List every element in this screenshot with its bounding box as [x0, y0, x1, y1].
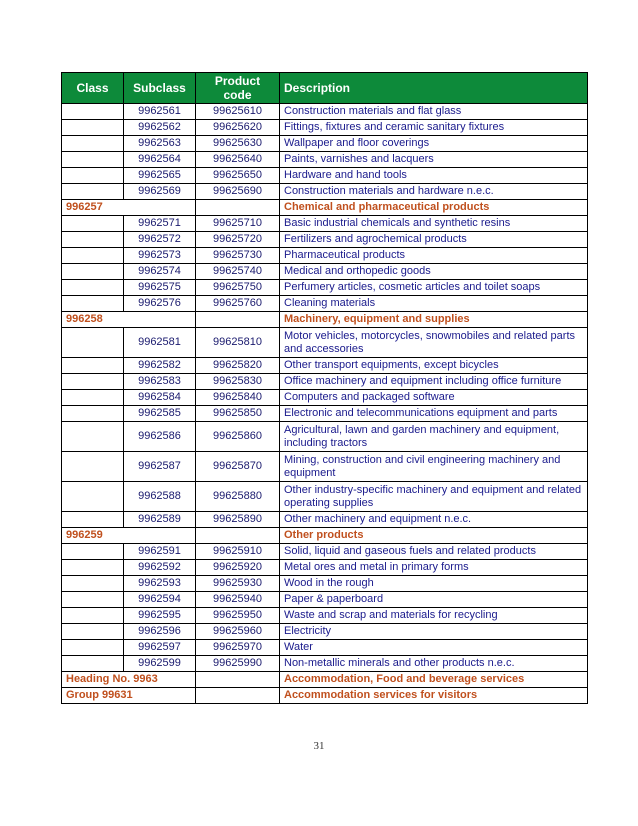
table-row: [62, 232, 588, 248]
product-code-cell: 99625860: [196, 422, 280, 452]
table-row: [62, 264, 588, 280]
table-row: [62, 216, 588, 232]
class-cell: [62, 422, 124, 452]
empty-cell: [196, 200, 280, 216]
product-code-cell: 99625910: [196, 544, 280, 560]
subclass-cell: 9962576: [124, 296, 196, 312]
subclass-cell: 9962585: [124, 406, 196, 422]
description-cell: Non-metallic minerals and other products n.e.c.: [280, 656, 588, 672]
description-cell: Wood in the rough: [280, 576, 588, 592]
subclass-cell: 9962597: [124, 640, 196, 656]
class-cell: [62, 374, 124, 390]
group-description-cell: Accommodation, Food and beverage services: [280, 672, 588, 688]
table-row: [62, 358, 588, 374]
class-cell: [62, 136, 124, 152]
table-row: [62, 104, 588, 120]
page-number: 31: [313, 740, 325, 752]
class-cell: [62, 640, 124, 656]
product-code-cell: 99625830: [196, 374, 280, 390]
description-cell: Paper & paperboard: [280, 592, 588, 608]
class-cell: [62, 592, 124, 608]
class-cell: [62, 280, 124, 296]
subclass-cell: 9962582: [124, 358, 196, 374]
table-row: [62, 560, 588, 576]
class-cell: [62, 358, 124, 374]
group-description-cell: Accommodation services for visitors: [280, 688, 588, 704]
subclass-cell: 9962565: [124, 168, 196, 184]
product-code-cell: 99625940: [196, 592, 280, 608]
table-row: [62, 390, 588, 406]
description-cell: Wallpaper and floor coverings: [280, 136, 588, 152]
description-cell: Metal ores and metal in primary forms: [280, 560, 588, 576]
empty-cell: [196, 688, 280, 704]
group-row: [62, 312, 588, 328]
product-code-cell: 99625760: [196, 296, 280, 312]
description-cell: Electronic and telecommunications equipment and parts: [280, 406, 588, 422]
description-cell: Computers and packaged software: [280, 390, 588, 406]
subclass-cell: 9962573: [124, 248, 196, 264]
description-cell: Other machinery and equipment n.e.c.: [280, 512, 588, 528]
class-cell: [62, 152, 124, 168]
description-cell: Fittings, fixtures and ceramic sanitary fixtures: [280, 120, 588, 136]
subclass-cell: 9962587: [124, 452, 196, 482]
product-code-cell: 99625950: [196, 608, 280, 624]
class-cell: [62, 406, 124, 422]
product-code-cell: 99625730: [196, 248, 280, 264]
description-cell: Hardware and hand tools: [280, 168, 588, 184]
product-code-cell: 99625630: [196, 136, 280, 152]
subclass-cell: 9962564: [124, 152, 196, 168]
product-code-cell: 99625880: [196, 482, 280, 512]
product-code-cell: 99625970: [196, 640, 280, 656]
subclass-cell: 9962591: [124, 544, 196, 560]
description-cell: Solid, liquid and gaseous fuels and related products: [280, 544, 588, 560]
table-row: [62, 406, 588, 422]
product-code-cell: 99625750: [196, 280, 280, 296]
table-row: [62, 656, 588, 672]
table-body: [62, 104, 588, 704]
table-row: [62, 136, 588, 152]
table-row: [62, 168, 588, 184]
class-cell: [62, 248, 124, 264]
group-row: [62, 528, 588, 544]
class-cell: [62, 296, 124, 312]
subclass-cell: 9962586: [124, 422, 196, 452]
class-cell: [62, 120, 124, 136]
subclass-cell: 9962562: [124, 120, 196, 136]
subclass-cell: 9962592: [124, 560, 196, 576]
product-code-cell: 99625870: [196, 452, 280, 482]
subclass-cell: 9962596: [124, 624, 196, 640]
table-row: [62, 608, 588, 624]
group-class-cell: 996257: [62, 200, 196, 216]
product-code-cell: 99625810: [196, 328, 280, 358]
subclass-cell: 9962594: [124, 592, 196, 608]
group-class-cell: Group 99631: [62, 688, 196, 704]
product-code-cell: 99625690: [196, 184, 280, 200]
description-cell: Other industry-specific machinery and equipment and related operating supplies: [280, 482, 588, 512]
class-cell: [62, 560, 124, 576]
description-cell: Cleaning materials: [280, 296, 588, 312]
subclass-cell: 9962599: [124, 656, 196, 672]
subclass-cell: 9962574: [124, 264, 196, 280]
description-cell: Waste and scrap and materials for recycling: [280, 608, 588, 624]
description-cell: Water: [280, 640, 588, 656]
product-code-cell: 99625990: [196, 656, 280, 672]
product-code-cell: 99625640: [196, 152, 280, 168]
group-class-cell: 996259: [62, 528, 196, 544]
table-row: [62, 374, 588, 390]
class-cell: [62, 624, 124, 640]
group-description-cell: Machinery, equipment and supplies: [280, 312, 588, 328]
subclass-cell: 9962569: [124, 184, 196, 200]
class-cell: [62, 482, 124, 512]
table-row: [62, 184, 588, 200]
description-cell: Other transport equipments, except bicycles: [280, 358, 588, 374]
description-cell: Basic industrial chemicals and synthetic resins: [280, 216, 588, 232]
product-code-cell: 99625850: [196, 406, 280, 422]
product-code-cell: 99625960: [196, 624, 280, 640]
class-cell: [62, 328, 124, 358]
product-code-cell: 99625610: [196, 104, 280, 120]
group-description-cell: Chemical and pharmaceutical products: [280, 200, 588, 216]
description-cell: Medical and orthopedic goods: [280, 264, 588, 280]
description-cell: Office machinery and equipment including office furniture: [280, 374, 588, 390]
group-description-cell: Other products: [280, 528, 588, 544]
table-row: [62, 452, 588, 482]
product-code-cell: 99625820: [196, 358, 280, 374]
product-code-cell: 99625890: [196, 512, 280, 528]
subclass-cell: 9962589: [124, 512, 196, 528]
table-row: [62, 482, 588, 512]
product-code-cell: 99625840: [196, 390, 280, 406]
product-code-cell: 99625740: [196, 264, 280, 280]
empty-cell: [196, 312, 280, 328]
column-header-class: Class: [62, 73, 124, 104]
table-row: [62, 280, 588, 296]
product-code-cell: 99625620: [196, 120, 280, 136]
description-cell: Perfumery articles, cosmetic articles and toilet soaps: [280, 280, 588, 296]
class-cell: [62, 608, 124, 624]
table-header-row: [62, 73, 588, 104]
group-row: [62, 200, 588, 216]
subclass-cell: 9962595: [124, 608, 196, 624]
subclass-cell: 9962583: [124, 374, 196, 390]
table-row: [62, 544, 588, 560]
table-row: [62, 422, 588, 452]
class-cell: [62, 104, 124, 120]
class-cell: [62, 168, 124, 184]
class-cell: [62, 656, 124, 672]
description-cell: Construction materials and hardware n.e.c.: [280, 184, 588, 200]
table-row: [62, 248, 588, 264]
subclass-cell: 9962584: [124, 390, 196, 406]
subclass-cell: 9962588: [124, 482, 196, 512]
group-row: [62, 688, 588, 704]
subclass-cell: 9962575: [124, 280, 196, 296]
table-row: [62, 120, 588, 136]
group-row: [62, 672, 588, 688]
class-cell: [62, 390, 124, 406]
group-class-cell: Heading No. 9963: [62, 672, 196, 688]
class-cell: [62, 216, 124, 232]
subclass-cell: 9962572: [124, 232, 196, 248]
description-cell: Pharmaceutical products: [280, 248, 588, 264]
product-code-cell: 99625710: [196, 216, 280, 232]
table-row: [62, 328, 588, 358]
subclass-cell: 9962563: [124, 136, 196, 152]
product-code-cell: 99625720: [196, 232, 280, 248]
table-row: [62, 296, 588, 312]
table-row: [62, 512, 588, 528]
group-class-cell: 996258: [62, 312, 196, 328]
product-code-cell: 99625920: [196, 560, 280, 576]
table-row: [62, 576, 588, 592]
subclass-cell: 9962571: [124, 216, 196, 232]
product-code-cell: 99625930: [196, 576, 280, 592]
column-header-description: Description: [280, 73, 588, 104]
column-header-product-code: Product code: [196, 73, 280, 104]
class-cell: [62, 184, 124, 200]
table-row: [62, 624, 588, 640]
column-header-subclass: Subclass: [124, 73, 196, 104]
description-cell: Motor vehicles, motorcycles, snowmobiles and related parts and accessories: [280, 328, 588, 358]
empty-cell: [196, 528, 280, 544]
description-cell: Agricultural, lawn and garden machinery and equipment, including tractors: [280, 422, 588, 452]
table-row: [62, 592, 588, 608]
subclass-cell: 9962581: [124, 328, 196, 358]
product-code-cell: 99625650: [196, 168, 280, 184]
empty-cell: [196, 672, 280, 688]
class-cell: [62, 512, 124, 528]
subclass-cell: 9962593: [124, 576, 196, 592]
subclass-cell: 9962561: [124, 104, 196, 120]
class-cell: [62, 264, 124, 280]
table-row: [62, 152, 588, 168]
classification-table: [61, 72, 588, 704]
class-cell: [62, 232, 124, 248]
class-cell: [62, 544, 124, 560]
class-cell: [62, 576, 124, 592]
table-row: [62, 640, 588, 656]
description-cell: Construction materials and flat glass: [280, 104, 588, 120]
class-cell: [62, 452, 124, 482]
description-cell: Paints, varnishes and lacquers: [280, 152, 588, 168]
description-cell: Mining, construction and civil engineering machinery and equipment: [280, 452, 588, 482]
description-cell: Fertilizers and agrochemical products: [280, 232, 588, 248]
description-cell: Electricity: [280, 624, 588, 640]
